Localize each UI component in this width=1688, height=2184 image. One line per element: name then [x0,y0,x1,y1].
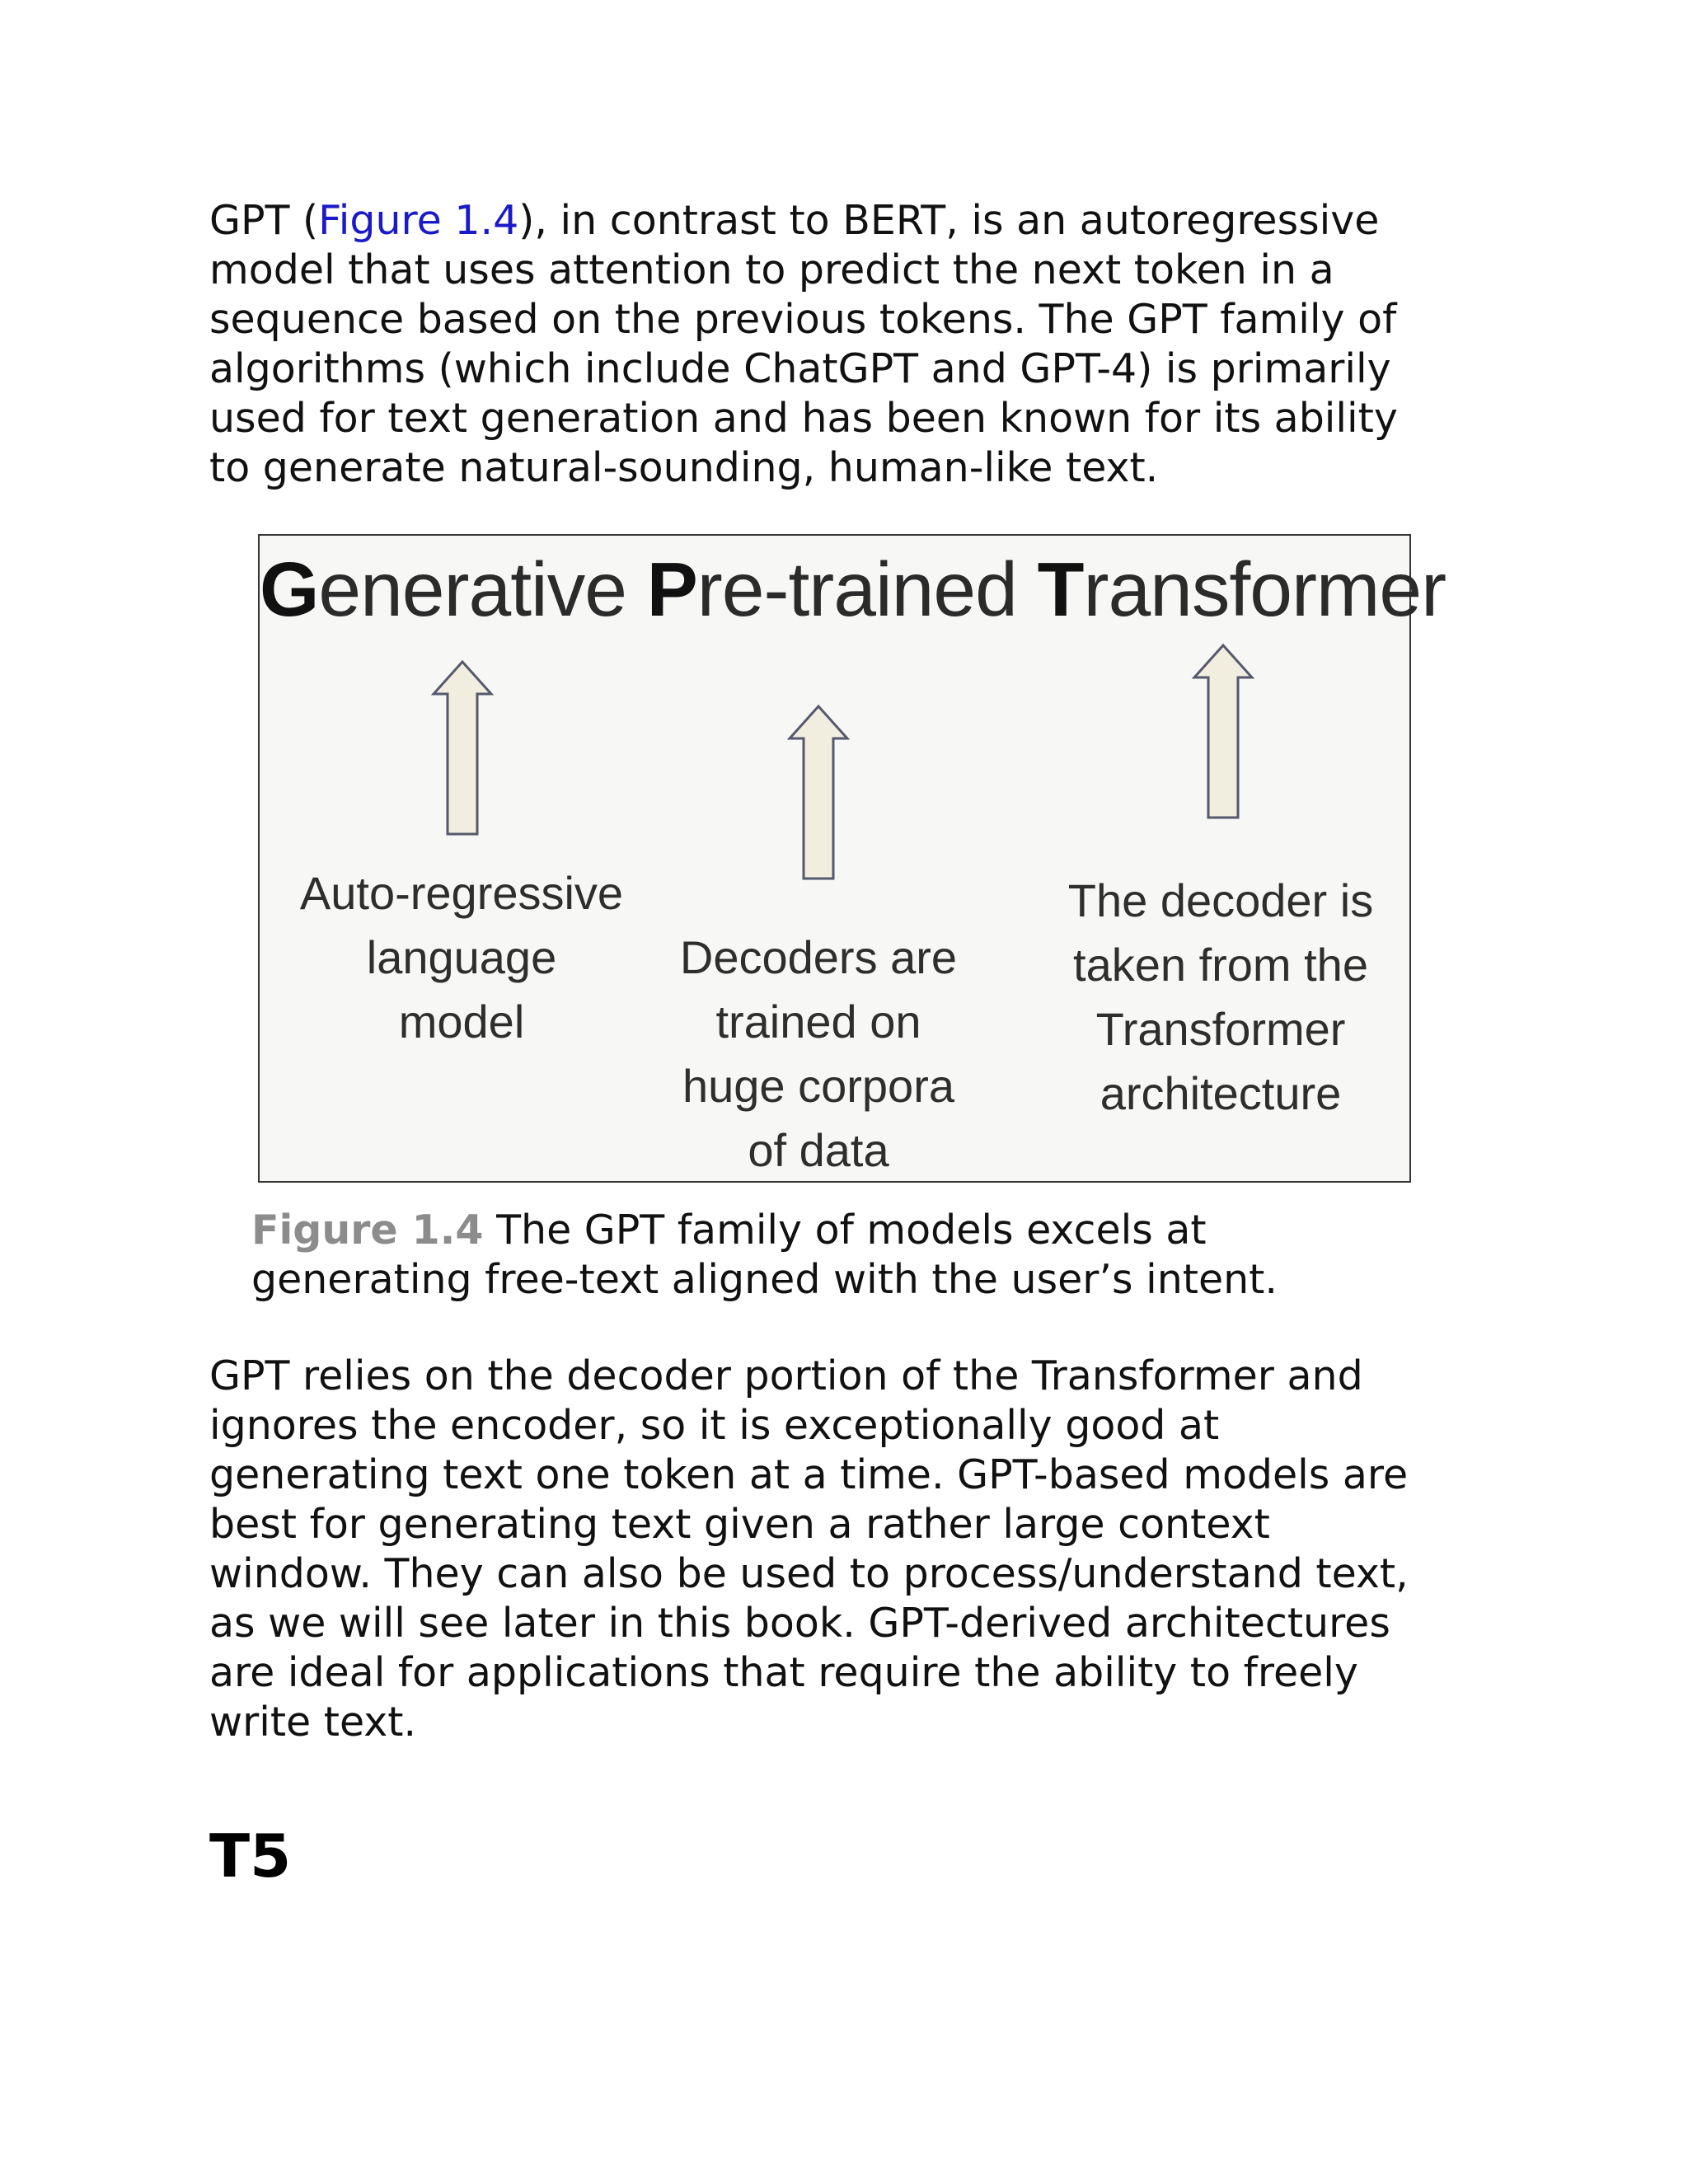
para1-line-1: GPT (Figure 1.4), in contrast to BERT, is an autoregressive [209,197,1380,244]
para1-line-5: used for text generation and has been known for its ability [209,395,1398,442]
para2-line-3: generating text one token at a time. GPT-based models are [209,1451,1409,1498]
para2-line-6: as we will see later in this book. GPT-derived architectures [209,1600,1390,1647]
para2-line-2: ignores the encoder, so it is exceptionally good at [209,1402,1220,1449]
caption-text-line-1: The GPT family of models excels at [483,1207,1207,1254]
figure-caption [251,1206,1278,1305]
up-arrow-icon-right [1192,643,1254,820]
label-decoder-from-transformer: The decoder is taken from the Transformer architecture [1067,874,1374,1119]
para1-line-4: algorithms (which include ChatGPT and GPT-4) is primarily [209,345,1391,392]
paragraph-gpt-decoder [209,1352,1495,1747]
caption-text-line-2: generating free-text aligned with the user’s intent. [251,1256,1278,1303]
para1-line-3: sequence based on the previous tokens. The GPT family of [209,296,1397,343]
figure-gpt-diagram [258,534,1447,1183]
caption-label: Figure 1.4 [251,1207,484,1254]
para2-line-7: are ideal for applications that require the ability to freely [209,1649,1358,1696]
up-arrow-icon-left [431,659,494,837]
label-auto-regressive: Auto-regressive language model [299,867,624,1047]
label-decoders-trained: Decoders are trained on huge corpora of data [679,931,958,1176]
para2-line-8: write text. [209,1699,417,1746]
para1-line-2: model that uses attention to predict the next token in a [209,246,1334,293]
para1-line-6: to generate natural-sounding, human-like text. [209,444,1159,491]
figure-1-4-link[interactable]: Figure 1.4 [318,197,519,244]
up-arrow-icon-middle [787,704,850,881]
para2-line-1: GPT relies on the decoder portion of the Transformer and [209,1352,1363,1399]
section-heading-t5: T5 [209,1821,292,1891]
para2-line-4: best for generating text given a rather large context [209,1501,1270,1548]
paragraph-gpt-intro [209,196,1495,493]
para2-line-5: window. They can also be used to process/understand text, [209,1550,1409,1597]
figure-title: Generative Pre-trained Transformer [260,546,1447,632]
